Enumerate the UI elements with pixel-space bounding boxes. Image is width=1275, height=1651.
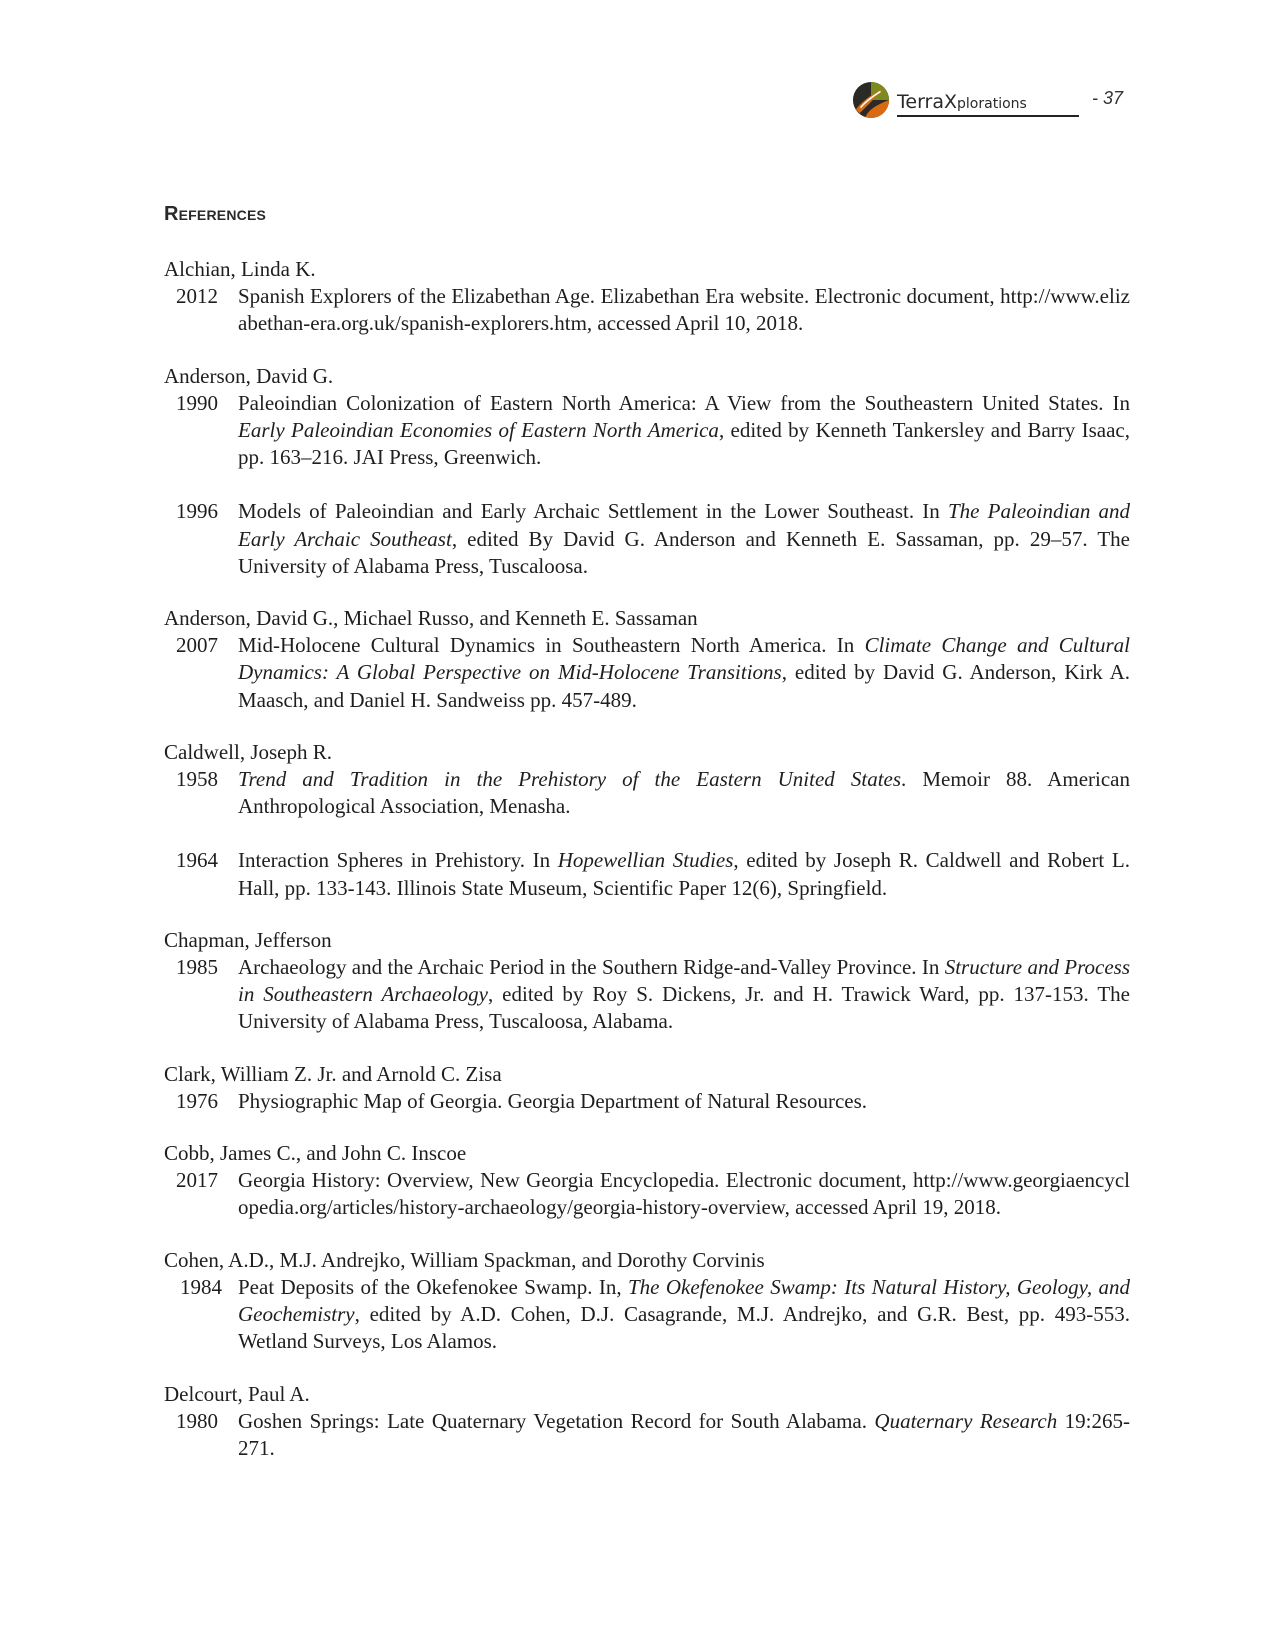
reference-year: 1964 <box>176 848 218 873</box>
brand-plorations: plorations <box>957 96 1027 112</box>
reference-author: Cohen, A.D., M.J. Andrejko, William Spackman, and Dorothy Corvinis <box>164 1247 765 1272</box>
reference-author: Cobb, James C., and John C. Inscoe <box>164 1141 467 1166</box>
page-number: - 37 <box>1092 88 1124 108</box>
reference-entry <box>164 498 1130 580</box>
brand-wordmark <box>897 91 1027 113</box>
reference-year: 1985 <box>176 955 218 980</box>
reference-entry <box>164 1408 1130 1462</box>
reference-text: Georgia History: Overview, New Georgia Encyclopedia. Electronic document, http://www.georgiaencyclopedia.org/articles/history-archaeology/georgia-history-overview, accessed April 19, 2018. <box>238 1168 1130 1220</box>
reference-author: Anderson, David G., Michael Russo, and Kenneth E. Sassaman <box>164 606 698 631</box>
reference-year: 1980 <box>176 1408 218 1433</box>
reference-entry <box>164 283 1130 337</box>
reference-author-block <box>164 1247 1130 1356</box>
reference-author: Anderson, David G. <box>164 363 334 388</box>
reference-author: Delcourt, Paul A. <box>164 1381 310 1406</box>
reference-text: , edited by David G. Anderson, Kirk A. Maasch, and Daniel H. Sandweiss pp. 457-489. <box>238 660 1130 712</box>
reference-author: Alchian, Linda K. <box>164 257 316 281</box>
reference-year: 1990 <box>176 390 218 415</box>
reference-author: Chapman, Jefferson <box>164 927 332 952</box>
reference-title-italic: Trend and Tradition in the Prehistory of the Eastern United States <box>238 767 902 792</box>
reference-year: 2012 <box>176 284 218 309</box>
reference-text: Paleoindian Colonization of Eastern North America: A View from the Southeastern United States. In <box>238 390 1130 415</box>
reference-author-block <box>164 363 1130 580</box>
reference-text: , edited by Joseph R. Caldwell and Robert L. Hall, pp. 133-143. Illinois State Museum, Scientific Paper 12(6), Springfield. <box>238 848 1131 900</box>
reference-title-italic: Hopewellian Studies <box>557 848 734 873</box>
terraxplorations-logo-icon <box>852 81 890 119</box>
reference-author-block <box>164 1381 1130 1463</box>
reference-text: Mid-Holocene Cultural Dynamics in Southeastern North America. In <box>238 633 865 658</box>
reference-year: 1976 <box>176 1088 218 1113</box>
reference-text: 19:265-271. <box>238 1408 1130 1460</box>
reference-year: 2017 <box>176 1168 218 1193</box>
running-header <box>852 78 1142 122</box>
reference-year: 1958 <box>176 767 218 792</box>
reference-author: Caldwell, Joseph R. <box>164 739 332 764</box>
reference-text: Interaction Spheres in Prehistory. In <box>238 848 558 873</box>
brand-x: X <box>944 91 958 113</box>
section-title: References <box>164 203 267 225</box>
reference-text: Archaeology and the Archaic Period in the Southern Ridge-and-Valley Province. In <box>238 955 945 980</box>
reference-text: Goshen Springs: Late Quaternary Vegetation Record for South Alabama. <box>238 1408 875 1433</box>
reference-author-block <box>164 1140 1130 1222</box>
brand-underline <box>897 115 1079 117</box>
reference-title-italic: The Okefenokee Swamp: Its Natural History, Geology, and Geochemistry <box>238 1274 1130 1327</box>
reference-year: 2007 <box>176 633 218 658</box>
reference-text: . Memoir 88. American Anthropological Association, Menasha. <box>238 767 1130 819</box>
reference-text: , edited by Kenneth Tankersley and Barry Isaac, pp. 163–216. JAI Press, Greenwich. <box>238 418 1130 470</box>
reference-title-italic: The Paleoindian and Early Archaic Southeast <box>238 499 1131 551</box>
reference-entry <box>164 847 1130 901</box>
reference-text: Physiographic Map of Georgia. Georgia Department of Natural Resources. <box>238 1088 868 1113</box>
reference-text: Spanish Explorers of the Elizabethan Age. Elizabethan Era website. Electronic document, http://www.elizabethan-era.org.uk/spanish-explorers.htm, accessed April 10, 2018. <box>238 284 1130 336</box>
reference-entry <box>164 1167 1130 1221</box>
reference-year: 1996 <box>176 499 218 524</box>
reference-title-italic: Early Paleoindian Economies of Eastern North America <box>238 418 719 443</box>
reference-author-block <box>164 739 1130 902</box>
brand-terra: Terra <box>897 91 944 113</box>
reference-author: Clark, William Z. Jr. and Arnold C. Zisa <box>164 1061 502 1086</box>
reference-text: , edited by A.D. Cohen, D.J. Casagrande, M.J. Andrejko, and G.R. Best, pp. 493-553. Wetland Surveys, Los Alamos. <box>238 1302 1130 1354</box>
reference-author-block <box>164 1061 1130 1115</box>
reference-entry <box>164 954 1130 1036</box>
reference-entry <box>164 632 1130 714</box>
reference-author-block <box>164 927 1130 1036</box>
reference-text: , edited by Roy S. Dickens, Jr. and H. Trawick Ward, pp. 137-153. The University of Alabama Press, Tuscaloosa, Alabama. <box>238 982 1130 1034</box>
reference-entry <box>164 766 1130 820</box>
reference-author-block <box>164 256 1130 338</box>
reference-title-italic: Quaternary Research <box>874 1408 1058 1433</box>
reference-entry <box>164 1088 1130 1115</box>
reference-year: 1984 <box>180 1274 222 1299</box>
reference-entry <box>164 390 1130 472</box>
reference-title-italic: Climate Change and Cultural Dynamics: A Global Perspective on Mid-Holocene Transitions <box>238 633 1130 685</box>
reference-title-italic: Structure and Process in Southeastern Archaeology <box>238 955 1130 1007</box>
references-list <box>164 256 1130 1487</box>
reference-text: Models of Paleoindian and Early Archaic Settlement in the Lower Southeast. In <box>238 499 948 524</box>
reference-author-block <box>164 605 1130 714</box>
reference-text: Peat Deposits of the Okefenokee Swamp. In, <box>238 1274 628 1299</box>
reference-entry <box>164 1274 1130 1356</box>
reference-text: , edited By David G. Anderson and Kenneth E. Sassaman, pp. 29–57. The University of Alabama Press, Tuscaloosa. <box>238 526 1130 578</box>
